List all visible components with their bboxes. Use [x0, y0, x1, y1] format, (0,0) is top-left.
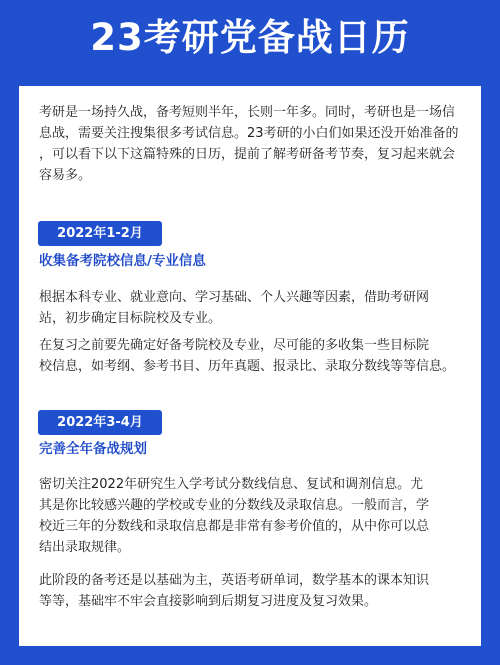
section-paragraph: 此阶段的备考还是以基础为主，英语考研单词，数学基本的课本知识 等等，基础牢不牢会直接影响到后期复习进度及复习效果。 [39, 573, 430, 609]
section-heading-plan: 完善全年备战规划 [39, 441, 147, 457]
content-card [19, 86, 481, 646]
section-paragraph: 在复习之前要先确定好备考院校及专业，尽可能的多收集一些目标院 校信息，如考纲、参考书目、历年真题、报录比、录取分数线等等信息。 [39, 338, 456, 374]
intro-paragraph: 考研是一场持久战，备考短则半年，长则一年多。同时，考研也是一场信 息战，需要关注搜集很多考试信息。23考研的小白们如果还没开始准备的 ，可以看下以下这篇特殊的日历，提前了解考研备考节奏，复习起来就会 容易多。 [39, 105, 459, 183]
date-badge-jan-feb: 2022年1-2月 [38, 221, 162, 246]
date-badge-mar-apr: 2022年3-4月 [38, 410, 162, 435]
section-paragraph: 根据本科专业、就业意向、学习基础、个人兴趣等因素，借助考研网 站，初步确定目标院校及专业。 [39, 290, 430, 326]
section-paragraph: 密切关注2022年研究生入学考试分数线信息、复试和调剂信息。尤 其是你比较感兴趣的学校或专业的分数线及录取信息。一般而言，学 校近三年的分数线和录取信息都是非常有参考价值的，从中你可以总 结出录取规律。 [39, 477, 430, 555]
page-title: 23考研党备战日历 [90, 16, 410, 59]
section-heading-collect-info: 收集备考院校信息/专业信息 [39, 253, 206, 269]
